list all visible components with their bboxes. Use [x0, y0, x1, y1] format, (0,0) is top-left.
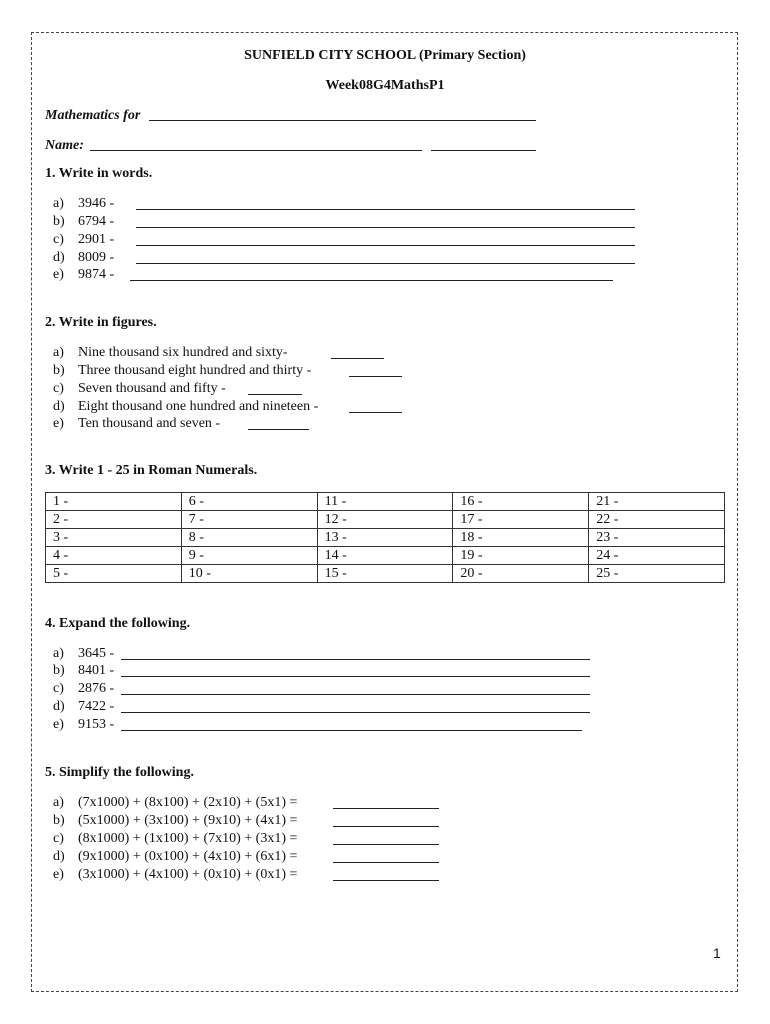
- list-item: [53, 662, 114, 680]
- table-cell[interactable]: 17 -: [453, 511, 589, 529]
- table-cell[interactable]: 24 -: [589, 547, 725, 565]
- item-label: a): [53, 345, 64, 360]
- name-label: Name:: [45, 138, 84, 153]
- answer-blank[interactable]: [136, 209, 635, 210]
- table-cell[interactable]: 23 -: [589, 529, 725, 547]
- answer-blank[interactable]: [333, 826, 439, 827]
- list-item: [53, 344, 288, 362]
- list-item: [53, 231, 114, 249]
- item-text: 3645 -: [78, 646, 115, 661]
- list-item: [53, 380, 226, 398]
- item-label: c): [53, 681, 64, 696]
- item-label: d): [53, 399, 65, 414]
- item-label: c): [53, 381, 64, 396]
- table-row: [46, 565, 725, 583]
- table-cell[interactable]: 18 -: [453, 529, 589, 547]
- table-cell[interactable]: 6 -: [181, 493, 317, 511]
- roman-numerals-table: [45, 492, 725, 583]
- item-text: Eight thousand one hundred and nineteen -: [78, 399, 319, 414]
- answer-blank[interactable]: [121, 694, 590, 695]
- item-text: Three thousand eight hundred and thirty -: [78, 363, 312, 378]
- answer-blank[interactable]: [121, 676, 590, 677]
- worksheet-code: Week08G4MathsP1: [325, 78, 445, 93]
- table-cell[interactable]: 16 -: [453, 493, 589, 511]
- table-cell[interactable]: 8 -: [181, 529, 317, 547]
- table-cell[interactable]: 20 -: [453, 565, 589, 583]
- table-row: [46, 511, 725, 529]
- item-label: d): [53, 699, 65, 714]
- list-item: [53, 415, 220, 433]
- table-cell[interactable]: 21 -: [589, 493, 725, 511]
- answer-blank[interactable]: [136, 227, 635, 228]
- item-text: (5x1000) + (3x100) + (9x10) + (4x1) =: [78, 813, 298, 828]
- table-cell[interactable]: 13 -: [317, 529, 453, 547]
- answer-blank[interactable]: [349, 376, 402, 377]
- item-text: (9x1000) + (0x100) + (4x10) + (6x1) =: [78, 849, 298, 864]
- table-row: [46, 493, 725, 511]
- page-number: 1: [713, 945, 721, 961]
- list-item: [53, 716, 114, 734]
- answer-blank[interactable]: [121, 730, 582, 731]
- table-cell[interactable]: 25 -: [589, 565, 725, 583]
- item-label: e): [53, 267, 64, 282]
- school-title: SUNFIELD CITY SCHOOL (Primary Section): [244, 48, 526, 63]
- list-item: [53, 645, 114, 663]
- item-label: c): [53, 232, 64, 247]
- item-label: b): [53, 363, 65, 378]
- item-text: (8x1000) + (1x100) + (7x10) + (3x1) =: [78, 831, 298, 846]
- section3-heading: 3. Write 1 - 25 in Roman Numerals.: [45, 463, 258, 478]
- item-text: (7x1000) + (8x100) + (2x10) + (5x1) =: [78, 795, 298, 810]
- answer-blank[interactable]: [121, 659, 590, 660]
- table-cell[interactable]: 2 -: [46, 511, 182, 529]
- table-cell[interactable]: 19 -: [453, 547, 589, 565]
- item-label: a): [53, 795, 64, 810]
- section2-heading: 2. Write in figures.: [45, 315, 157, 330]
- item-label: e): [53, 416, 64, 431]
- list-item: [53, 266, 114, 284]
- item-label: d): [53, 250, 65, 265]
- answer-blank[interactable]: [130, 280, 613, 281]
- item-text: 9874 -: [78, 267, 115, 282]
- item-label: e): [53, 717, 64, 732]
- table-cell[interactable]: 9 -: [181, 547, 317, 565]
- item-text: (3x1000) + (4x100) + (0x10) + (0x1) =: [78, 867, 298, 882]
- list-item: [53, 213, 114, 231]
- answer-blank[interactable]: [136, 245, 635, 246]
- list-item: [53, 249, 114, 267]
- item-text: 2901 -: [78, 232, 115, 247]
- item-text: 7422 -: [78, 699, 115, 714]
- list-item: [53, 866, 297, 884]
- table-row: [46, 529, 725, 547]
- item-text: 2876 -: [78, 681, 115, 696]
- item-text: 8401 -: [78, 663, 115, 678]
- list-item: [53, 812, 297, 830]
- item-label: a): [53, 196, 64, 211]
- answer-blank[interactable]: [248, 429, 309, 430]
- answer-blank[interactable]: [333, 880, 439, 881]
- item-text: 3946 -: [78, 196, 115, 211]
- name-blank[interactable]: [90, 150, 422, 151]
- class-blank[interactable]: [431, 150, 536, 151]
- list-item: [53, 794, 297, 812]
- item-text: Nine thousand six hundred and sixty-: [78, 345, 288, 360]
- answer-blank[interactable]: [333, 862, 439, 863]
- table-cell[interactable]: 14 -: [317, 547, 453, 565]
- item-text: Seven thousand and fifty -: [78, 381, 226, 396]
- answer-blank[interactable]: [331, 358, 384, 359]
- list-item: [53, 830, 297, 848]
- answer-blank[interactable]: [333, 844, 439, 845]
- item-label: d): [53, 849, 65, 864]
- section1-heading: 1. Write in words.: [45, 166, 153, 181]
- table-cell[interactable]: 3 -: [46, 529, 182, 547]
- list-item: [53, 680, 114, 698]
- answer-blank[interactable]: [349, 412, 402, 413]
- answer-blank[interactable]: [248, 394, 302, 395]
- table-cell[interactable]: 7 -: [181, 511, 317, 529]
- list-item: [53, 398, 318, 416]
- list-item: [53, 848, 297, 866]
- item-text: 9153 -: [78, 717, 115, 732]
- table-cell[interactable]: 1 -: [46, 493, 182, 511]
- table-cell[interactable]: 11 -: [317, 493, 453, 511]
- subject-blank[interactable]: [149, 120, 536, 121]
- section4-heading: 4. Expand the following.: [45, 616, 191, 631]
- answer-blank[interactable]: [333, 808, 439, 809]
- item-label: e): [53, 867, 64, 882]
- item-label: b): [53, 813, 65, 828]
- subject-label: Mathematics for: [45, 108, 141, 123]
- table-cell[interactable]: 5 -: [46, 565, 182, 583]
- item-label: b): [53, 214, 65, 229]
- list-item: [53, 698, 114, 716]
- list-item: [53, 362, 311, 380]
- section5-heading: 5. Simplify the following.: [45, 765, 194, 780]
- answer-blank[interactable]: [136, 263, 635, 264]
- table-cell[interactable]: 22 -: [589, 511, 725, 529]
- item-text: Ten thousand and seven -: [78, 416, 221, 431]
- answer-blank[interactable]: [121, 712, 590, 713]
- list-item: [53, 195, 114, 213]
- table-cell[interactable]: 10 -: [181, 565, 317, 583]
- item-label: c): [53, 831, 64, 846]
- table-cell[interactable]: 4 -: [46, 547, 182, 565]
- table-cell[interactable]: 15 -: [317, 565, 453, 583]
- item-label: b): [53, 663, 65, 678]
- item-text: 6794 -: [78, 214, 115, 229]
- table-row: [46, 547, 725, 565]
- item-text: 8009 -: [78, 250, 115, 265]
- table-cell[interactable]: 12 -: [317, 511, 453, 529]
- item-label: a): [53, 646, 64, 661]
